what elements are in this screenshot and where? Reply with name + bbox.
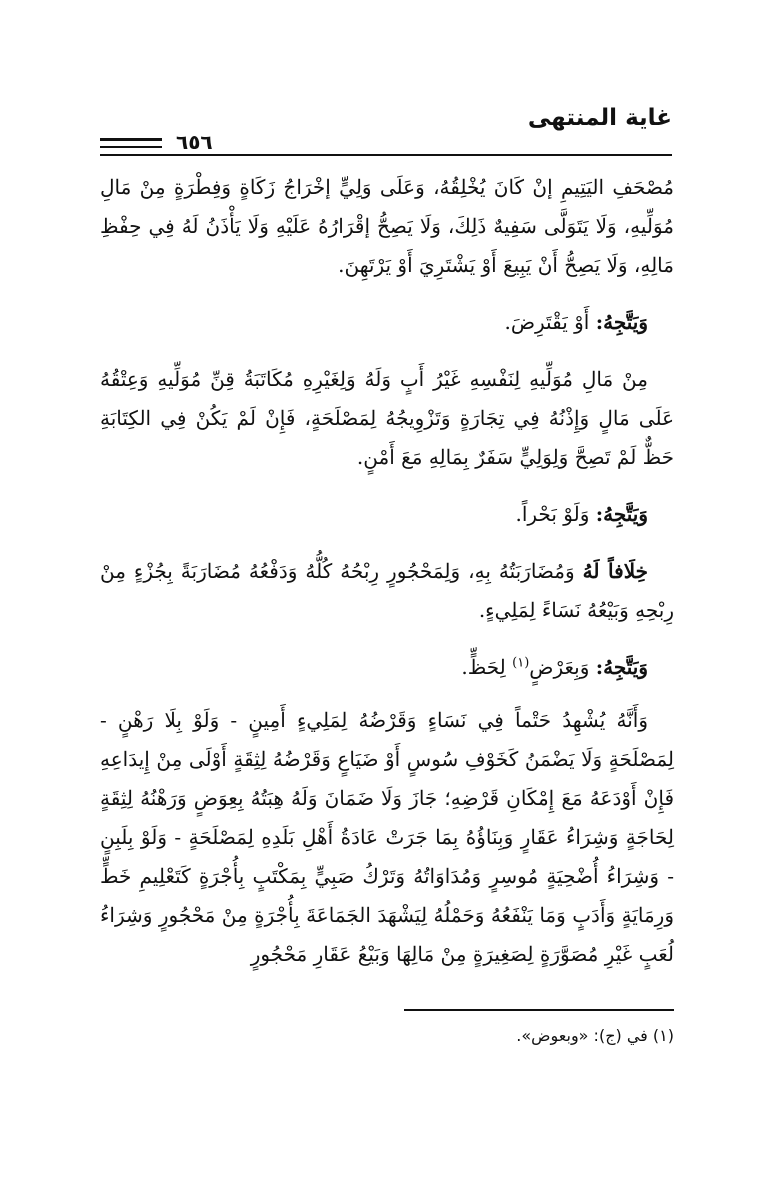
footnote-reference: (١) [512,655,530,671]
footnote-1: (١) في (ج): «وبعوض». [516,1026,674,1045]
header-rule-double-bottom [100,146,162,148]
paragraph-5 [100,552,674,630]
paragraph-4 [100,495,674,534]
header-rule [100,154,672,156]
page-number: ٦٥٦ [176,130,213,154]
paragraph-7: وَأَنَّهُ يُشْهِدُ حَتْماً فِي نَسَاءٍ وَقَرْضُهُ لِمَلِيءٍ أَمِينٍ - وَلَوْ بِلَا رَهْنٍ - لِمَصْلَحَةٍ وَلَا يَضْمَنُ كَخَوْفِ سُوسٍ أَوْ ضَيَاعٍ وَقَرْضُهُ لِثِقَةٍ أَوْلَى مِنْ إِيدَاعِهِ فَإِنْ أَوْدَعَهُ مَعَ إِمْكَانِ قَرْضِهِ؛ جَازَ وَلَا ضَمَانَ وَلَهُ هِبَتُهُ بِعِوَضٍ وَرَهْنُهُ لِثِقَةٍ لِحَاجَةٍ وَشِرَاءُ عَقَارٍ وَبِنَاؤُهُ بِمَا جَرَتْ عَادَةُ أَهْلِ بَلَدِهِ لِمَصْلَحَةٍ - وَلَوْ بِلَبِنٍ - وَشِرَاءُ أُضْحِيَةٍ مُوسِرٍ وَمُدَاوَاتُهُ وَتَرْكُ صَبِيٍّ بِمَكْتَبٍ بِأُجْرَةٍ كَتَعْلِيمِ خَطٍّ وَرِمَايَةٍ وَأَدَبٍ وَمَا يَنْفَعُهُ وَحَمْلُهُ لِيَشْهَدَ الجَمَاعَةَ بِأُجْرَةٍ مِنْ مَحْجُورٍ وَشِرَاءُ لُعَبٍ غَيْرِ مُصَوَّرَةٍ لِصَغِيرَةٍ مِنْ مَالِهَا وَبَيْعُ عَقَارِ مَحْجُورٍ [100,708,674,966]
page-header [100,104,672,164]
paragraph-4-text: وَلَوْ بَحْراً. [515,502,590,526]
paragraph-1: مُصْحَفِ اليَتِيمِ إنْ كَانَ يُخْلِقُهُ، وَعَلَى وَلِيٍّ إخْرَاجُ زَكَاةٍ وَفِطْرَةٍ مِنْ مَالِ مُوَلِّيهِ، وَلَا يَتَوَلَّى سَفِيهٌ ذَلِكَ، وَلَا يَصِحُّ إقْرَارُهُ عَلَيْهِ وَلَا يَأْذَنُ لَهُ فِي حِفْظِ مَالِهِ، وَلَا يَصِحُّ أَنْ يَبِيعَ أَوْ يَشْتَرِيَ أَوْ يَرْتَهِنَ. [100,175,674,277]
paragraph-2 [100,303,674,342]
paragraph-2-text: أَوْ يَقْتَرِضَ. [504,310,590,334]
keyword-khilafan: خِلَافاً لَهُ [582,559,648,583]
paragraph-6-text-b: لِحَظٍّ. [461,655,506,679]
paragraph-3: مِنْ مَالِ مُوَلِّيهِ لِنَفْسِهِ غَيْرُ أَبٍ وَلَهُ وَلِغَيْرِهِ مُكَاتَبَةُ قِنِّ مُوَلِّيهِ وَعِتْقُهُ عَلَى مَالٍ وَإِذْنُهُ فِي تِجَارَةٍ وَتَزْوِيجُهُ لِمَصْلَحَةٍ، فَإِنْ لَمْ يَكُنْ فِي الكِتَابَةِ حَظٌّ لَمْ تَصِحَّ وَلِوَلِيٍّ سَفَرٌ بِمَالِهِ مَعَ أَمْنٍ. [100,367,674,469]
paragraph-5-text: وَمُضَارَبَتُهُ بِهِ، وَلِمَحْجُورٍ رِبْحُهُ كُلُّهُ وَدَفْعُهُ مُضَارَبَةً بِجُزْءٍ مِنْ رِبْحِهِ وَبَيْعُهُ نَسَاءً لِمَلِيءٍ. [100,559,674,622]
main-text [100,168,674,992]
paragraph-6 [100,648,674,687]
paragraph-6-text-a: وَبِعَرْضٍ [529,655,590,679]
keyword-yattajih: وَيَتَّجِهُ: [595,310,648,334]
footnote-separator [404,1009,674,1011]
header-rule-double-top [100,138,162,141]
running-title: غاية المنتهى [527,105,672,131]
keyword-yattajih: وَيَتَّجِهُ: [595,655,648,679]
keyword-yattajih: وَيَتَّجِهُ: [595,502,648,526]
